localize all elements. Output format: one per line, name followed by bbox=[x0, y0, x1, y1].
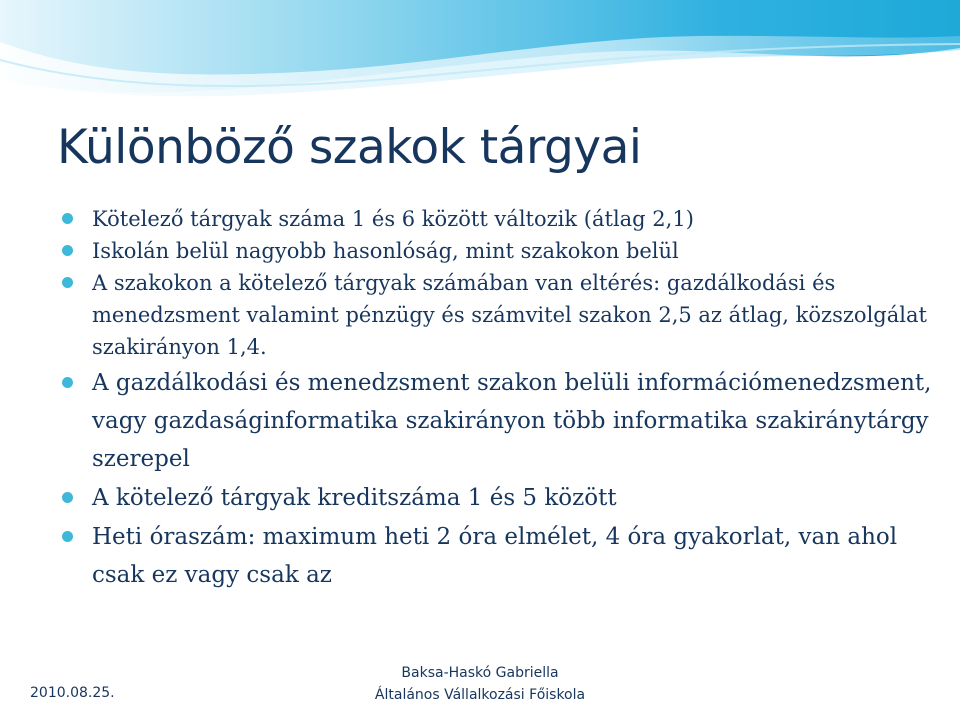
bullet-dot-icon bbox=[62, 531, 73, 542]
bullet-text: Kötelező tárgyak száma 1 és 6 között változik (átlag 2,1) bbox=[92, 207, 694, 231]
bullet-item bbox=[62, 479, 942, 517]
bullet-text: A gazdálkodási és menedzsment szakon belüli információmenedzsment, vagy gazdaságinformatika szakirányon több informatika szakiránytárgy szerepel bbox=[92, 370, 932, 472]
bullet-text: Iskolán belül nagyobb hasonlóság, mint szakokon belül bbox=[92, 239, 679, 263]
bullet-dot-icon bbox=[62, 377, 73, 388]
bullet-item bbox=[62, 203, 942, 235]
footer-institution: Általános Vállalkozási Főiskola bbox=[374, 687, 586, 703]
footer-author: Baksa-Haskó Gabriella bbox=[401, 665, 559, 681]
footer-date: 2010.08.25. bbox=[30, 685, 115, 701]
bullet-text: A szakokon a kötelező tárgyak számában van eltérés: gazdálkodási és menedzsment valamint pénzügy és számvitel szakon 2,5 az átlag, közszolgálat szakirányon 1,4. bbox=[92, 271, 927, 359]
bullet-dot-icon bbox=[62, 213, 73, 224]
slide-title: Különböző szakok tárgyai bbox=[57, 120, 642, 175]
bullet-item bbox=[62, 235, 942, 267]
bullet-item bbox=[62, 267, 942, 363]
bullet-list bbox=[62, 203, 942, 594]
bullet-dot-icon bbox=[62, 245, 73, 256]
bullet-item bbox=[62, 364, 942, 478]
bullet-dot-icon bbox=[62, 277, 73, 288]
bullet-item bbox=[62, 518, 942, 594]
header-wave-decoration bbox=[0, 0, 960, 110]
bullet-text: Heti óraszám: maximum heti 2 óra elmélet, 4 óra gyakorlat, van ahol csak ez vagy csak az bbox=[92, 524, 898, 588]
footer-author-block bbox=[0, 662, 960, 706]
bullet-text: A kötelező tárgyak kreditszáma 1 és 5 között bbox=[92, 485, 617, 511]
bullet-dot-icon bbox=[62, 492, 73, 503]
